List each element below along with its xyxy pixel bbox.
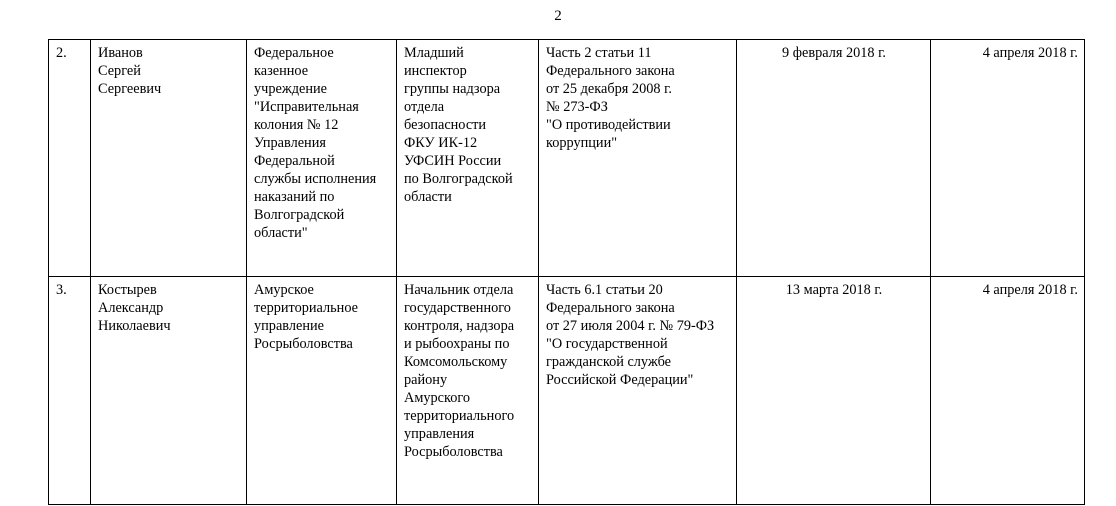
row-number-cell: 2.	[49, 40, 91, 277]
organization-cell: Федеральное казенное учреждение "Исправительная колония № 12 Управления Федеральной службы исполнения наказаний по Волгоградской области"	[247, 40, 397, 277]
second-date-cell: 4 апреля 2018 г.	[931, 277, 1085, 505]
person-name-cell: Костырев Александр Николаевич	[91, 277, 247, 505]
person-name-cell: Иванов Сергей Сергеевич	[91, 40, 247, 277]
row-number-cell: 3.	[49, 277, 91, 505]
organization-cell: Амурское территориальное управление Росрыболовства	[247, 277, 397, 505]
table-row	[49, 277, 1085, 505]
first-date-cell: 13 марта 2018 г.	[737, 277, 931, 505]
first-date-cell: 9 февраля 2018 г.	[737, 40, 931, 277]
legal-basis-cell: Часть 2 статьи 11 Федерального закона от 25 декабря 2008 г. № 273-ФЗ "О противодействии коррупции"	[539, 40, 737, 277]
page-number: 2	[554, 8, 562, 24]
second-date-cell: 4 апреля 2018 г.	[931, 40, 1085, 277]
legal-basis-cell: Часть 6.1 статьи 20 Федерального закона от 27 июля 2004 г. № 79-ФЗ "О государственной гражданской службе Российской Федерации"	[539, 277, 737, 505]
position-cell: Начальник отдела государственного контроля, надзора и рыбоохраны по Комсомольскому району Амурского территориального управления Росрыболовства	[397, 277, 539, 505]
table-row	[49, 40, 1085, 277]
registry-table	[48, 39, 1085, 505]
position-cell: Младший инспектор группы надзора отдела безопасности ФКУ ИК-12 УФСИН России по Волгоградской области	[397, 40, 539, 277]
